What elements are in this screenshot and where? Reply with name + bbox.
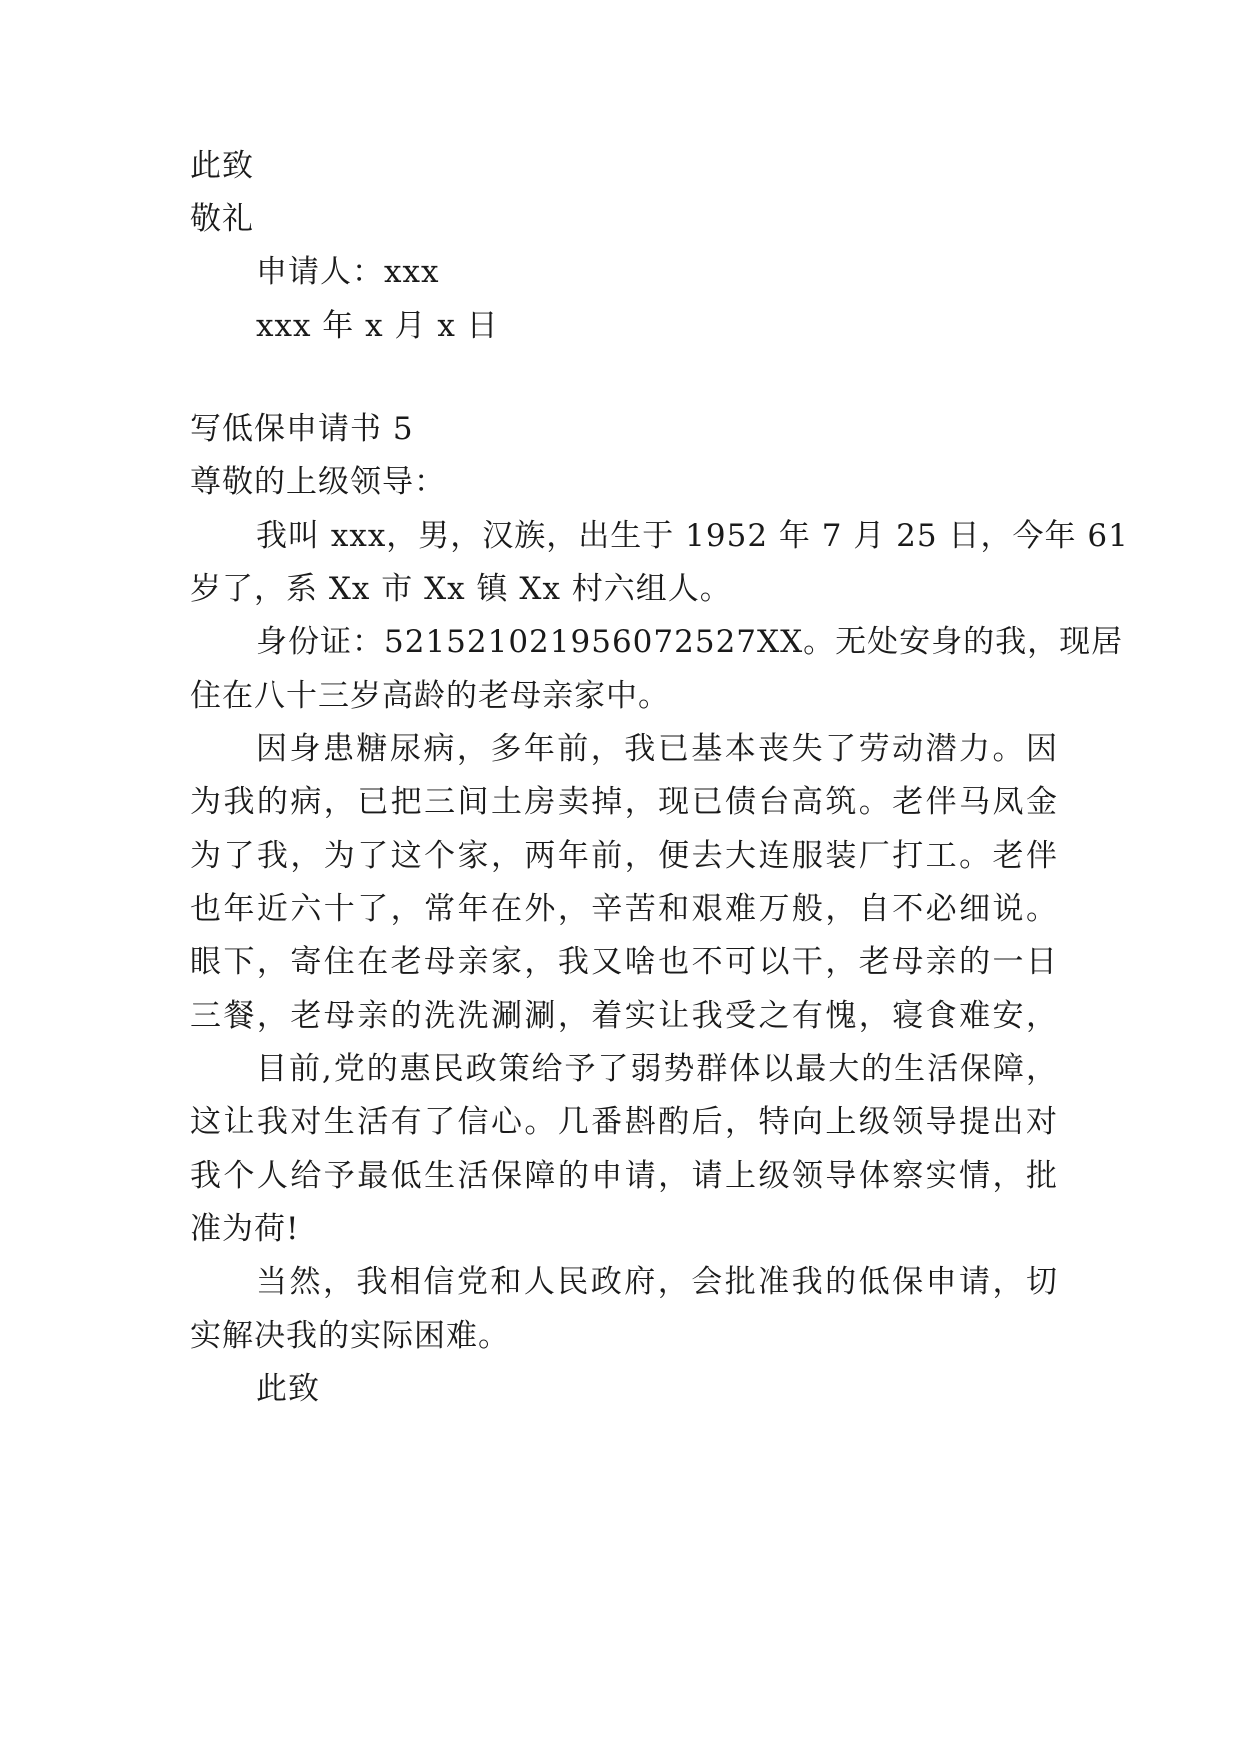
body-line: 实解决我的实际困难。 bbox=[190, 1318, 510, 1354]
closing-salutation-1: 此致 bbox=[190, 148, 254, 184]
body-line: 这让我对生活有了信心。几番斟酌后，特向上级领导提出对 bbox=[190, 1104, 1058, 1140]
body-line: 眼下，寄住在老母亲家，我又啥也不可以干，老母亲的一日 bbox=[190, 944, 1058, 980]
body-line: 三餐，老母亲的洗洗涮涮，着实让我受之有愧，寝食难安， bbox=[190, 998, 1058, 1034]
body-line: 我个人给予最低生活保障的申请，请上级领导体察实情，批 bbox=[190, 1158, 1058, 1194]
body-line: 岁了，系 Xx 市 Xx 镇 Xx 村六组人。 bbox=[190, 571, 732, 607]
closing-salutation: 此致 bbox=[256, 1371, 320, 1407]
body-line: 因身患糖尿病，多年前，我已基本丧失了劳动潜力。因 bbox=[256, 731, 1058, 767]
body-line: 当然，我相信党和人民政府，会批准我的低保申请，切 bbox=[256, 1264, 1058, 1300]
letter-title: 写低保申请书 5 bbox=[190, 411, 414, 447]
body-line: 我叫 xxx，男，汉族，出生于 1952 年 7 月 25 日，今年 61 bbox=[256, 518, 1129, 554]
body-line: 准为荷! bbox=[190, 1211, 300, 1247]
body-line: 也年近六十了，常年在外，辛苦和艰难万般，自不必细说。 bbox=[190, 891, 1058, 927]
body-line: 目前,党的惠民政策给予了弱势群体以最大的生活保障， bbox=[256, 1051, 1058, 1087]
signature-date: xxx 年 x 月 x 日 bbox=[256, 308, 499, 344]
letter-greeting: 尊敬的上级领导： bbox=[190, 464, 446, 500]
body-line: 为了我，为了这个家，两年前，便去大连服装厂打工。老伴 bbox=[190, 838, 1058, 874]
body-line: 住在八十三岁高龄的老母亲家中。 bbox=[190, 678, 670, 714]
applicant-signature: 申请人：xxx bbox=[256, 254, 440, 290]
closing-salutation-2: 敬礼 bbox=[190, 201, 254, 237]
body-line: 身份证：52152102195607252​7XX。无处安身的我，现居 bbox=[256, 624, 1124, 660]
body-line: 为我的病，已把三间土房卖掉，现已债台高筑。老伴马凤金 bbox=[190, 784, 1058, 820]
